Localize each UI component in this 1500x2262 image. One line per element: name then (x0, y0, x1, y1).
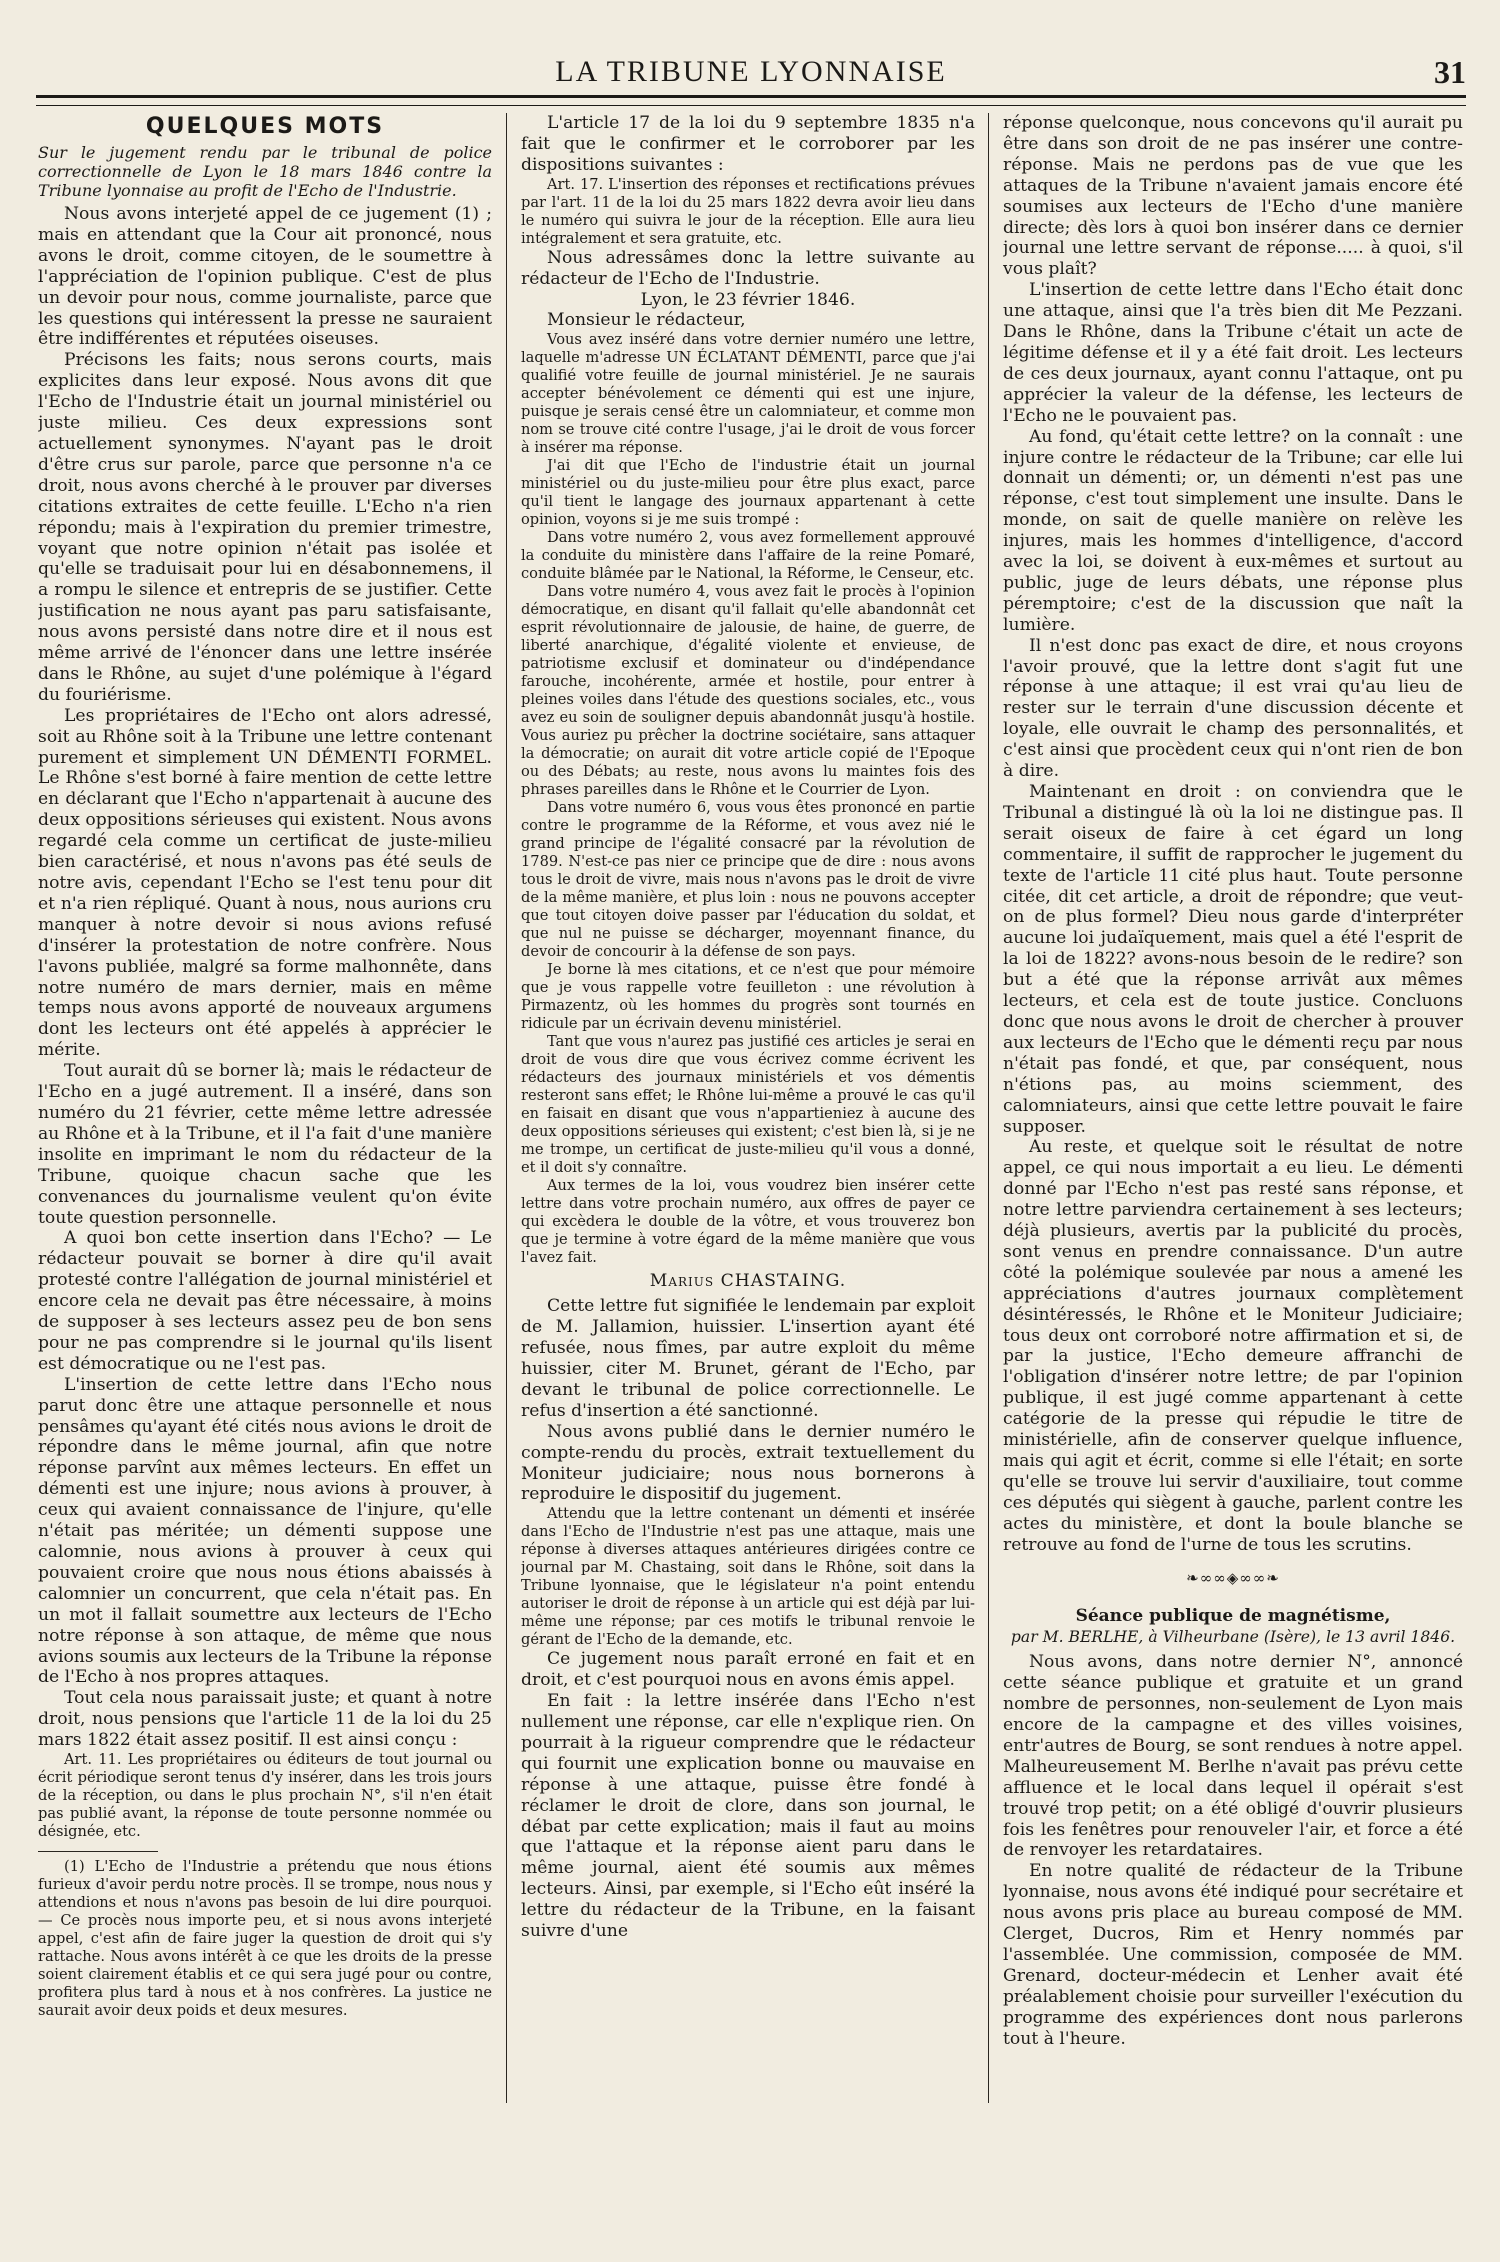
column-3 (1003, 113, 1463, 2233)
column-1 (38, 113, 492, 2233)
letter-paragraph: Aux termes de la loi, vous voudrez bien insérer cette lettre dans votre prochain numéro, aux offres de payer ce qui excèdera le double de la vôtre, et vous trouverez bon que je termine à votre égard de la même manière que vous l'avez fait. (521, 1177, 975, 1267)
letter-paragraph: Dans votre numéro 4, vous avez fait le procès à l'opinion démocratique, en disant qu'il fallait qu'elle abandonnât cet esprit révolutionnaire de jalousie, de haine, de guerre, de liberté anarchique, d'égalité violente et envieuse, de patriotisme exclusif et dominateur ou d'indépendance farouche, incohérente, armée et hostile, pour entrer à pleines voiles dans l'étude des questions sociales, etc., vous avez eu soin de souligner depuis abandonnât jusqu'à hostile. Vous auriez pu prêcher la doctrine sociétaire, sans attaquer la démocratie; on aurait dit votre article copié de l'Epoque ou des Débats; au reste, nous avons lu maintes fois des phrases pareilles dans le Rhône et le Courrier de Lyon. (521, 583, 975, 799)
letter-date: Lyon, le 23 février 1846. (640, 289, 856, 310)
article-heading: QUELQUES MOTS (145, 114, 385, 139)
paragraph: A quoi bon cette insertion dans l'Echo? — Le rédacteur pouvait se borner à dire qu'il avait protesté contre l'allégation de journal ministériel et encore cela ne devait pas être nécessaire, à moins de supposer à ses lecteurs assez peu de bon sens pour ne pas comprendre si le journal qu'ils lisent est démocratique ou ne l'est pas. (38, 1228, 492, 1374)
footnote: (1) L'Echo de l'Industrie a prétendu que nous étions furieux d'avoir perdu notre procès. Il se trompe, nous nous y attendions et nous n'avons pas besoin de lui dire pourquoi. — Ce procès nous importe peu, et si nous avons interjeté appel, c'est afin de faire juger la question de droit qui s'y rattache. Nous avons intérêt à ce que les droits de la presse soient clairement établis et ce qui sera jugé pour ou contre, profitera plus tard à nous et à nos confrères. La justice ne saurait avoir deux poids et deux mesures. (38, 1858, 492, 2020)
paragraph: Nous adressâmes donc la lettre suivante au rédacteur de l'Echo de l'Industrie. (521, 247, 975, 289)
letter-paragraph: J'ai dit que l'Echo de l'industrie était un journal ministériel ou du juste-milieu pour être plus exact, parce qu'il tient le langage des journaux appartenant à cette opinion, voyons si je me suis trompé : (521, 457, 975, 529)
column-2 (521, 113, 975, 2233)
paragraph: Nous avons interjeté appel de ce jugement (1) ; mais en attendant que la Cour ait prononcé, nous avons le droit, comme citoyen, de le soumettre à l'appréciation de l'opinion publique. C'est de plus un devoir pour nous, comme journaliste, parce que les questions qui intéressent la presse ne sauraient être indifférentes et réputées oiseuses. (38, 204, 492, 350)
page-number: 31 (1434, 54, 1466, 90)
paragraph: réponse quelconque, nous concevons qu'il aurait pu être dans son droit de ne pas insérer une contre-réponse. Mais ne perdons pas de vue que les attaques de la Tribune n'avaient jamais encore été soumises aux lecteurs de l'Echo d'une manière directe; dès lors à quoi bon insérer dans ce dernier journal une lettre servant de réponse..... à quoi, s'il vous plaît? (1003, 113, 1463, 280)
letter-signature: Marius CHASTAING. (649, 1271, 847, 1292)
paragraph: Tout aurait dû se borner là; mais le rédacteur de l'Echo en a jugé autrement. Il a inséré, dans son numéro du 21 février, cette même lettre adressée au Rhône et à la Tribune, et il l'a fait d'une manière insolite en imprimant le nom du rédacteur de la Tribune, quoique chacun sache que les convenances du journalisme veulent qu'on évite toute question personnelle. (38, 1061, 492, 1228)
paragraph: Précisons les faits; nous serons courts, mais explicites dans leur exposé. Nous avons dit que l'Echo de l'Industrie était un journal ministériel ou juste milieu. Ces deux expressions sont actuellement synonymes. N'ayant pas le droit d'être crus sur parole, parce que personne n'a ce droit, nous avons cherché à le prouver par diverses citations extraites de cette feuille. L'Echo n'a rien répondu; mais à l'expiration du premier trimestre, voyant que notre opinion n'était pas isolée et qu'elle se traduisait pour lui en désabonnemens, il a rompu le silence et entrepris de se justifier. Cette justification ne nous ayant pas paru satisfaisante, nous avons persisté dans notre dire et il nous est même arrivé de l'énoncer dans une lettre insérée dans le Rhône, au sujet d'une polémique à l'égard du fouriérisme. (38, 350, 492, 705)
section-ornament: ❧∞∞◈∞∞❧ (1186, 1568, 1280, 1587)
paragraph: En notre qualité de rédacteur de la Tribune lyonnaise, nous avons été indiqué pour secrétaire et nous avons pris place au bureau composé de MM. Clerget, Ducros, Rim et Henry nommés par l'assemblée. Une commission, composée de MM. Grenard, docteur-médecin et Lenher avait été préalablement choisie pour surveiller l'exécution du programme des expériences dont nous parlerons tout à l'heure. (1003, 1861, 1463, 2049)
paragraph: Il n'est donc pas exact de dire, et nous croyons l'avoir prouvé, que la lettre dont s'agit fut une réponse à une attaque; il est vrai qu'au lieu de rester sur le terrain d'une discussion décente et loyale, elle ouvrait le champ des personnalités, et c'est ainsi que procèdent ceux qui n'ont rien de bon à dire. (1003, 635, 1463, 782)
footnote-rule (38, 1851, 158, 1852)
paragraph: L'insertion de cette lettre dans l'Echo était donc une attaque, ainsi que l'a très bien dit Me Pezzani. Dans le Rhône, dans la Tribune c'était un acte de légitime défense et il y a été fait droit. Les lecteurs de ces deux journaux, ayant connu l'attaque, ont pu apprécier la valeur de la défense, les lecteurs de l'Echo ne le pouvaient pas. (1003, 280, 1463, 426)
letter-paragraph: Vous avez inséré dans votre dernier numéro une lettre, laquelle m'adresse UN ÉCLATANT DÉMENTI, parce que j'ai qualifié votre feuille de journal ministériel. Je ne saurais accepter bénévolement ce démenti qui est une injure, puisque je serais censé être un calomniateur, et comme mon nom se trouve cité contre l'usage, j'ai le droit de vous forcer à insérer ma réponse. (521, 331, 975, 457)
column-divider-1 (506, 113, 507, 2103)
paragraph: L'insertion de cette lettre dans l'Echo nous parut donc être une attaque personnelle et nous pensâmes qu'ayant été cités nous avions le droit de répondre dans le même journal, afin que notre réponse parvînt aux mêmes lecteurs. En effet un démenti est une injure; nous avions à prouver, à ceux qui avaient connaissance de l'injure, qu'elle n'était pas méritée; un démenti suppose une calomnie, nous avions à prouver à ceux qui pouvaient croire que nous nous étions abaissés à calomnier un concurrent, que cela n'était pas. En un mot il fallait soumettre aux lecteurs de l'Echo notre réponse à son attaque, de même que nous avions soumis aux lecteurs de la Tribune la réponse de l'Echo à nos propres attaques. (38, 1374, 492, 1688)
column-divider-2 (988, 113, 989, 2103)
paragraph: Tout cela nous paraissait juste; et quant à notre droit, nous pensions que l'article 11 de la loi du 25 mars 1822 était assez positif. Il est ainsi conçu : (38, 1688, 492, 1751)
paragraph: Nous avons, dans notre dernier N°, annoncé cette séance publique et gratuite et un grand nombre de personnes, non-seulement de Lyon mais encore de la campagne et des villes voisines, entr'autres de Bourg, se sont rendues à notre appel. Malheureusement M. Berlhe n'avait pas prévu cette affluence et le local dans lequel il opérait s'est trouvé trop petit; on a été obligé d'ouvrir plusieurs fois les fenêtres pour renouveler l'air, et force a été de renvoyer les retardataires. (1003, 1652, 1463, 1861)
paragraph: Cette lettre fut signifiée le lendemain par exploit de M. Jallamion, huissier. L'insertion ayant été refusée, nous fîmes, par autre exploit du même huissier, citer M. Brunet, gérant de l'Echo, par devant le tribunal de police correctionnelle. Le refus d'insertion a été sanctionné. (521, 1296, 975, 1421)
paragraph: En fait : la lettre insérée dans l'Echo n'est nullement une réponse, car elle n'explique rien. On pourrait à la rigueur comprendre que le rédacteur qui fournit une explication bonne ou mauvaise en réponse à une attaque, puisse être fondé à réclamer le droit de clore, dans son journal, le débat par cette explication; mais il faut au moins que l'attaque et la réponse aient paru dans le même journal, aient été soumis aux mêmes lecteurs. Ainsi, par exemple, si l'Echo eût inséré la lettre du rédacteur de la Tribune, en la faisant suivre d'une (521, 1691, 975, 1942)
paragraph: Ce jugement nous paraît erroné en fait et en droit, et c'est pourquoi nous en avons émis appel. (521, 1649, 975, 1691)
letter-paragraph: Dans votre numéro 2, vous avez formellement approuvé la conduite du ministère dans l'affaire de la reine Pomaré, conduite blâmée par le National, la Réforme, le Censeur, etc. (521, 529, 975, 583)
judgment-quote: Attendu que la lettre contenant un démenti et insérée dans l'Echo de l'Industrie n'est pas une attaque, mais une réponse à diverses attaques antérieures dirigées contre ce journal par M. Chastaing, soit dans le Rhône, soit dans la Tribune lyonnaise, que le législateur n'a point entendu autoriser le droit de réponse à un article qui est déjà par lui-même une réponse; par ces motifs le tribunal renvoie le gérant de l'Echo de la demande, etc. (521, 1505, 975, 1649)
paragraph: Au fond, qu'était cette lettre? on la connaît : une injure contre le rédacteur de la Tribune; car elle lui donnait un démenti; or, un démenti n'est pas une réponse, c'est tout simplement une insulte. Dans le monde, on sait de quelle manière on relève les injures, mais les hommes d'intelligence, d'accord avec la loi, se doivent à eux-mêmes et surtout au public, juge de leurs débats, une réponse plus péremptoire; c'est de la discussion que naît la lumière. (1003, 426, 1463, 635)
letter-salutation: Monsieur le rédacteur, (547, 310, 746, 331)
paragraph: Nous avons publié dans le dernier numéro le compte-rendu du procès, extrait textuellement du Moniteur judiciaire; nous nous bornerons à reproduire le dispositif du jugement. (521, 1421, 975, 1505)
article-heading: Séance publique de magnétisme, (1075, 1606, 1391, 1627)
letter-paragraph: Je borne là mes citations, et ce n'est que pour mémoire que je vous rappelle votre feuilleton : une révolution à Pirmazentz, où les hommes du progrès sont tournés en ridicule par un écrivain devenu ministériel. (521, 961, 975, 1033)
paragraph: Maintenant en droit : on conviendra que le Tribunal a distingué là où la loi ne distingue pas. Il serait oiseux de faire à cet égard un long commentaire, il suffit de rapprocher le jugement du texte de l'article 11 cité plus haut. Toute personne citée, dit cet article, a droit de répondre; que veut-on de plus formel? Dieu nous garde d'interpréter aucune loi judaïquement, mais quel a été l'esprit de la loi de 1822? avons-nous besoin de le redire? son but a été que la réponse arrivât aux mêmes lecteurs, et cela est de toute justice. Concluons donc que nous avons le droit de chercher à prouver aux lecteurs de l'Echo que le démenti reçu par nous n'était pas fondé, et que, par conséquent, nous n'étions pas, au moins sciemment, des calomniateurs, ainsi que cette lettre pouvait le faire supposer. (1003, 782, 1463, 1137)
letter-paragraph: Dans votre numéro 6, vous vous êtes prononcé en partie contre le programme de la Réforme, et vous avez nié le grand principe de l'égalité consacré par la révolution de 1789. N'est-ce pas nier ce principe que de dire : nous avons tous le droit de vivre, mais nous n'avons pas le droit de vivre de la même manière, et plus loin : nous ne pouvons accepter que tout citoyen doive passer par l'éducation du soldat, et que nul ne puisse se décharger, moyennant finance, du devoir de concourir à la défense de son pays. (521, 799, 975, 961)
newspaper-title: LA TRIBUNE LYONNAISE (555, 55, 947, 88)
paragraph: Les propriétaires de l'Echo ont alors adressé, soit au Rhône soit à la Tribune une lettre contenant purement et simplement UN DÉMENTI FORMEL. Le Rhône s'est borné à faire mention de cette lettre en déclarant que l'Echo n'appartenait à aucune des deux oppositions sérieuses qui existent. Nous avons regardé cela comme un certificat de juste-milieu bien caractérisé, et nous n'avons pas été seuls de notre avis, cependant l'Echo se l'est tenu pour dit et n'a rien répliqué. Quant à nous, nous aurions cru manquer à notre devoir si nous avions refusé d'insérer la protestation de notre confrère. Nous l'avons publiée, malgré sa forme malhonnête, dans notre numéro de mars dernier, mais en même temps nous avons apporté de nouveaux argumens dont les lecteurs ont été appelés à apprécier le mérite. (38, 705, 492, 1061)
letter-paragraph: Tant que vous n'aurez pas justifié ces articles je serai en droit de vous dire que vous écrivez comme écrivent les rédacteurs des journaux ministériels et vos démentis resteront sans effet; le Rhône lui-même a prouvé le cas qu'il en faisait en disant que vous n'appartieniez à aucune des deux oppositions sérieuses qui existent; c'est bien là, si je ne me trompe, un certificat de juste-milieu qu'il vous a donné, et il doit s'y connaître. (521, 1033, 975, 1177)
paragraph: Au reste, et quelque soit le résultat de notre appel, ce qui nous importait a eu lieu. Le démenti donné par l'Echo n'est pas resté sans réponse, et notre lettre parviendra certainement à ses lecteurs; déjà plusieurs, avertis par la publicité du procès, sont venus en prendre connaissance. D'un autre côté la polémique soulevée par nous a amené les appréciations d'autres journaux complètement désintéressés, le Rhône et le Moniteur Judiciaire; tous deux ont corroboré notre affirmation et si, de par la justice, l'Echo demeure affranchi de l'obligation d'insérer notre lettre; de par l'opinion publique, il est jugé comme appartenant à cette catégorie de la presse qui répudie le titre de ministérielle, afin de conserver quelque influence, mais qui agit et écrit, comme si elle l'était; en sorte qu'elle se trouve lui servir d'auxiliaire, tout comme ces députés qui siègent à gauche, parlent contre les actes du ministère, et dont la boule blanche se retrouve au fond de l'urne de tous les scrutins. (1003, 1137, 1463, 1555)
masthead (36, 52, 1466, 92)
article-byline: par M. BERLHE, à Vilheurbane (Isère), le 13 avril 1846. (1010, 1628, 1456, 1647)
header-rule (36, 95, 1466, 106)
article-subheading: Sur le jugement rendu par le tribunal de police correctionnelle de Lyon le 18 mars 1846 contre la Tribune lyonnaise au profit de l'Echo de l'Industrie. (38, 143, 492, 200)
law-quote: Art. 17. L'insertion des réponses et rectifications prévues par l'art. 11 de la loi du 25 mars 1822 devra avoir lieu dans le numéro qui suivra le jour de la réception. Elle aura lieu intégralement et sera gratuite, etc. (521, 175, 975, 247)
law-quote: Art. 11. Les propriétaires ou éditeurs de tout journal ou écrit périodique seront tenus d'y insérer, dans les trois jours de la réception, ou dans le plus prochain N°, s'il n'en était pas publié avant, la réponse de toute personne nommée ou désignée, etc. (38, 1751, 492, 1841)
paragraph: L'article 17 de la loi du 9 septembre 1835 n'a fait que le confirmer et le corroborer par les dispositions suivantes : (521, 113, 975, 175)
